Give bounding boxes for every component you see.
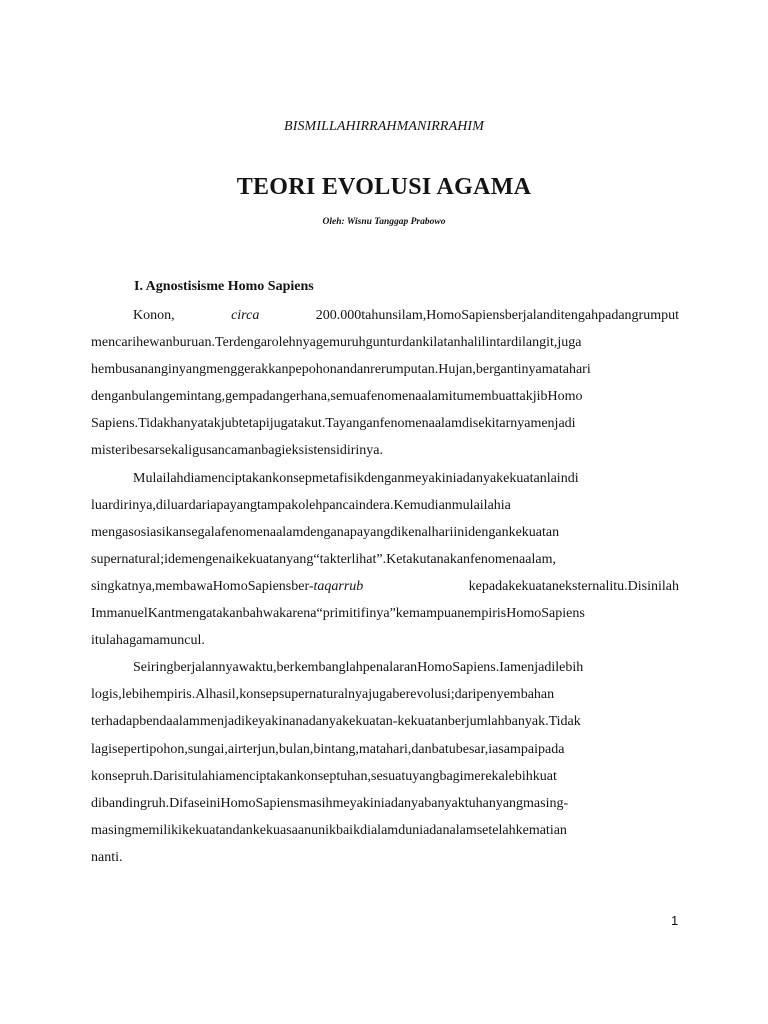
body-text-line [91, 600, 679, 627]
body-text-line [91, 654, 679, 681]
word: dibandingruh.DifaseiniHomoSapiensmasihmeyakiniadanyabanyaktuhanyangmasing- [91, 795, 569, 811]
body-text-line [91, 681, 679, 708]
body-text-line [91, 736, 679, 763]
body-text-line [91, 790, 679, 817]
body-text [91, 302, 679, 871]
word: masingmemilikikekuatandankekuasaanunikbaikdialamduniadanalamsetelahkematian [91, 822, 567, 838]
word: lagisepertipohon,sungai,airterjun,bulan,bintang,matahari,danbatubesar,iasampaipada [91, 741, 565, 757]
body-text-line [91, 627, 679, 654]
word: Seiringberjalannyawaktu,berkembanglahpenalaranHomoSapiens.Iamenjadilebih [133, 660, 584, 676]
body-text-line [91, 519, 679, 546]
body-text-line [91, 817, 679, 844]
word: denganbulangemintang,gempadangerhana,semuafenomenaalamitumembuattakjibHomo [91, 389, 583, 405]
body-text-line [91, 329, 679, 356]
body-text-line [91, 410, 679, 437]
document-title: TEORI EVOLUSI AGAMA [236, 174, 532, 200]
word: 200.000tahunsilam,HomoSapiensberjalanditengahpadangrumput [315, 308, 679, 323]
body-text-line [91, 763, 679, 790]
word: mengasosiasikansegalafenomenaalamdenganapayangdikenalhariinidengankekuatan [91, 524, 560, 540]
word: ImmanuelKantmengatakanbahwakarena“primitifinya”kemampuanempirisHomoSapiens [91, 606, 585, 622]
body-text-line [91, 492, 679, 519]
page-number: 1 [671, 913, 679, 928]
word: konsepruh.Darisitulahiamenciptakankonseptuhan,sesuatuyangbagimerekalebihkuat [91, 768, 557, 784]
body-text-line [91, 708, 679, 735]
author-byline: Oleh: Wisnu Tanggap Prabowo [322, 217, 446, 227]
body-text-line [91, 383, 679, 410]
body-text-line [91, 356, 679, 383]
word: supernatural;idemengenaikekuatanyang“takterlihat”.Ketakutanakanfenomenaalam, [91, 551, 556, 567]
word: singkatnya,membawaHomoSapiensber-taqarrub [91, 578, 364, 594]
word: Mulailahdiamenciptakankonsepmetafisikdenganmeyakiniadanyakekuatanlaindi [133, 470, 579, 486]
word: circa [231, 308, 260, 323]
word: luardirinya,diluardariapayangtampakolehpancaindera.Kemudianmulailahia [91, 497, 511, 513]
body-text-line [91, 573, 679, 600]
body-text-line [91, 302, 679, 329]
basmalah-line: BISMILLAHIRRAHMANIRRAHIM [284, 119, 484, 134]
word: itulahagamamuncul. [91, 633, 205, 649]
body-text-line [91, 546, 679, 573]
word: Sapiens.Tidakhanyatakjubtetapijugatakut.Tayanganfenomenaalamdisekitarnyamenjadi [91, 416, 576, 432]
word: nanti. [91, 849, 123, 865]
word: kepadakekuataneksternalitu.Disinilah [468, 578, 679, 594]
word: misteribesarsekaligusancamanbagieksistensidirinya. [91, 443, 384, 459]
body-text-line [91, 844, 679, 871]
word: Konon, [133, 308, 175, 323]
body-text-line [91, 465, 679, 492]
word: hembusananginyangmenggerakkanpepohonandanrerumputan.Hujan,bergantinyamatahari [91, 362, 591, 378]
word: mencarihewanburuan.Terdengarolehnyagemuruhgunturdankilatanhalilintardilangit,juga [91, 335, 582, 351]
word: terhadapbendaalammenjadikeyakinanadanyakekuatan-kekuatanberjumlahbanyak.Tidak [91, 714, 581, 730]
section-heading: I. Agnostisisme Homo Sapiens [134, 279, 314, 294]
body-text-line [91, 437, 679, 464]
word: logis,lebihempiris.Alhasil,konsepsupernaturalnyajugaberevolusi;daripenyembahan [91, 687, 555, 703]
